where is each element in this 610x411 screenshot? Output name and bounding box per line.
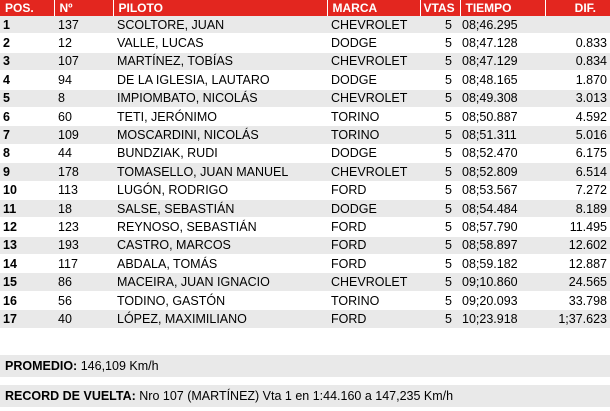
cell-tiempo: 08;54.484 — [460, 199, 545, 217]
table-row — [0, 199, 610, 217]
cell-vtas: 5 — [420, 255, 460, 273]
cell-pos: 13 — [0, 236, 54, 254]
lap-record-value: Nro 107 (MARTÍNEZ) Vta 1 en 1:44.160 a 147,235 Km/h — [139, 389, 454, 403]
header-num: Nº — [54, 0, 113, 16]
cell-pos: 9 — [0, 163, 54, 181]
cell-marca: FORD — [327, 181, 420, 199]
cell-num: 18 — [54, 199, 113, 217]
cell-dif: 33.798 — [545, 291, 610, 309]
cell-num: 60 — [54, 107, 113, 125]
cell-piloto: SCOLTORE, JUAN — [113, 16, 327, 34]
cell-num: 94 — [54, 71, 113, 89]
cell-vtas: 5 — [420, 273, 460, 291]
average-speed — [0, 355, 610, 377]
cell-pos: 2 — [0, 34, 54, 52]
table-row — [0, 273, 610, 291]
cell-marca: TORINO — [327, 107, 420, 125]
cell-num: 44 — [54, 144, 113, 162]
cell-pos: 8 — [0, 144, 54, 162]
cell-num: 86 — [54, 273, 113, 291]
cell-piloto: CASTRO, MARCOS — [113, 236, 327, 254]
cell-pos: 14 — [0, 255, 54, 273]
cell-tiempo: 08;58.897 — [460, 236, 545, 254]
table-row — [0, 52, 610, 70]
cell-marca: DODGE — [327, 71, 420, 89]
header-vtas: VTAS — [420, 0, 460, 16]
cell-tiempo: 08;47.129 — [460, 52, 545, 70]
cell-marca: FORD — [327, 255, 420, 273]
cell-dif: 3.013 — [545, 89, 610, 107]
average-speed-value: 146,109 Km/h — [80, 359, 159, 373]
cell-pos: 7 — [0, 126, 54, 144]
cell-vtas: 5 — [420, 163, 460, 181]
cell-vtas: 5 — [420, 181, 460, 199]
cell-dif: 24.565 — [545, 273, 610, 291]
cell-pos: 1 — [0, 16, 54, 34]
cell-tiempo: 08;48.165 — [460, 71, 545, 89]
cell-marca: DODGE — [327, 199, 420, 217]
cell-num: 113 — [54, 181, 113, 199]
cell-marca: DODGE — [327, 34, 420, 52]
cell-piloto: MARTÍNEZ, TOBÍAS — [113, 52, 327, 70]
table-row — [0, 163, 610, 181]
cell-vtas: 5 — [420, 236, 460, 254]
cell-tiempo: 08;47.128 — [460, 34, 545, 52]
cell-pos: 5 — [0, 89, 54, 107]
cell-piloto: ABDALA, TOMÁS — [113, 255, 327, 273]
cell-tiempo: 08;59.182 — [460, 255, 545, 273]
cell-piloto: REYNOSO, SEBASTIÁN — [113, 218, 327, 236]
cell-dif: 0.834 — [545, 52, 610, 70]
cell-piloto: SALSE, SEBASTIÁN — [113, 199, 327, 217]
cell-dif: 11.495 — [545, 218, 610, 236]
cell-vtas: 5 — [420, 71, 460, 89]
cell-num: 137 — [54, 16, 113, 34]
cell-dif: 6.175 — [545, 144, 610, 162]
cell-tiempo: 08;51.311 — [460, 126, 545, 144]
cell-piloto: TODINO, GASTÓN — [113, 291, 327, 309]
cell-num: 123 — [54, 218, 113, 236]
table-row — [0, 255, 610, 273]
table-row — [0, 236, 610, 254]
cell-piloto: MOSCARDINI, NICOLÁS — [113, 126, 327, 144]
cell-pos: 3 — [0, 52, 54, 70]
cell-pos: 12 — [0, 218, 54, 236]
cell-pos: 17 — [0, 310, 54, 328]
cell-vtas: 5 — [420, 52, 460, 70]
table-row — [0, 181, 610, 199]
table-row — [0, 291, 610, 309]
cell-marca: CHEVROLET — [327, 16, 420, 34]
cell-marca: TORINO — [327, 291, 420, 309]
cell-dif: 12.887 — [545, 255, 610, 273]
lap-record-label: RECORD DE VUELTA: — [5, 389, 136, 403]
cell-piloto: MACEIRA, JUAN IGNACIO — [113, 273, 327, 291]
cell-num: 178 — [54, 163, 113, 181]
table-row — [0, 107, 610, 125]
cell-dif: 7.272 — [545, 181, 610, 199]
cell-marca: CHEVROLET — [327, 52, 420, 70]
cell-piloto: DE LA IGLESIA, LAUTARO — [113, 71, 327, 89]
cell-tiempo: 08;46.295 — [460, 16, 545, 34]
cell-pos: 4 — [0, 71, 54, 89]
cell-vtas: 5 — [420, 34, 460, 52]
cell-marca: FORD — [327, 218, 420, 236]
cell-pos: 6 — [0, 107, 54, 125]
table-header-row — [0, 0, 610, 16]
cell-pos: 15 — [0, 273, 54, 291]
cell-num: 12 — [54, 34, 113, 52]
header-dif: DIF. — [545, 0, 610, 16]
cell-vtas: 5 — [420, 107, 460, 125]
cell-vtas: 5 — [420, 89, 460, 107]
cell-dif — [545, 16, 610, 34]
cell-num: 56 — [54, 291, 113, 309]
average-speed-label: PROMEDIO: — [5, 359, 78, 373]
header-tiempo: TIEMPO — [460, 0, 545, 16]
cell-marca: CHEVROLET — [327, 273, 420, 291]
cell-num: 193 — [54, 236, 113, 254]
cell-tiempo: 08;53.567 — [460, 181, 545, 199]
cell-marca: CHEVROLET — [327, 163, 420, 181]
header-marca: MARCA — [327, 0, 420, 16]
header-pos: POS. — [0, 0, 54, 16]
cell-marca: FORD — [327, 310, 420, 328]
cell-dif: 8.189 — [545, 199, 610, 217]
cell-piloto: LUGÓN, RODRIGO — [113, 181, 327, 199]
cell-tiempo: 09;10.860 — [460, 273, 545, 291]
cell-pos: 11 — [0, 199, 54, 217]
cell-dif: 0.833 — [545, 34, 610, 52]
table-row — [0, 71, 610, 89]
table-row — [0, 126, 610, 144]
cell-dif: 12.602 — [545, 236, 610, 254]
cell-vtas: 5 — [420, 291, 460, 309]
cell-num: 40 — [54, 310, 113, 328]
cell-vtas: 5 — [420, 144, 460, 162]
cell-tiempo: 08;49.308 — [460, 89, 545, 107]
cell-piloto: TETI, JERÓNIMO — [113, 107, 327, 125]
cell-vtas: 5 — [420, 126, 460, 144]
cell-tiempo: 10;23.918 — [460, 310, 545, 328]
lap-record — [0, 385, 610, 407]
cell-dif: 1;37.623 — [545, 310, 610, 328]
cell-pos: 10 — [0, 181, 54, 199]
cell-marca: CHEVROLET — [327, 89, 420, 107]
cell-piloto: LÓPEZ, MAXIMILIANO — [113, 310, 327, 328]
cell-vtas: 5 — [420, 16, 460, 34]
cell-pos: 16 — [0, 291, 54, 309]
cell-piloto: TOMASELLO, JUAN MANUEL — [113, 163, 327, 181]
table-row — [0, 218, 610, 236]
cell-num: 117 — [54, 255, 113, 273]
table-row — [0, 34, 610, 52]
cell-marca: DODGE — [327, 144, 420, 162]
table-row — [0, 89, 610, 107]
table-row — [0, 16, 610, 34]
cell-vtas: 5 — [420, 310, 460, 328]
cell-piloto: IMPIOMBATO, NICOLÁS — [113, 89, 327, 107]
table-row — [0, 310, 610, 328]
cell-num: 109 — [54, 126, 113, 144]
cell-marca: TORINO — [327, 126, 420, 144]
cell-tiempo: 08;52.809 — [460, 163, 545, 181]
cell-piloto: VALLE, LUCAS — [113, 34, 327, 52]
cell-dif: 6.514 — [545, 163, 610, 181]
cell-num: 8 — [54, 89, 113, 107]
header-piloto: PILOTO — [113, 0, 327, 16]
cell-tiempo: 08;52.470 — [460, 144, 545, 162]
cell-marca: FORD — [327, 236, 420, 254]
cell-vtas: 5 — [420, 199, 460, 217]
cell-tiempo: 08;57.790 — [460, 218, 545, 236]
cell-num: 107 — [54, 52, 113, 70]
cell-vtas: 5 — [420, 218, 460, 236]
table-row — [0, 144, 610, 162]
cell-dif: 4.592 — [545, 107, 610, 125]
cell-dif: 1.870 — [545, 71, 610, 89]
cell-dif: 5.016 — [545, 126, 610, 144]
cell-tiempo: 08;50.887 — [460, 107, 545, 125]
cell-tiempo: 09;20.093 — [460, 291, 545, 309]
cell-piloto: BUNDZIAK, RUDI — [113, 144, 327, 162]
